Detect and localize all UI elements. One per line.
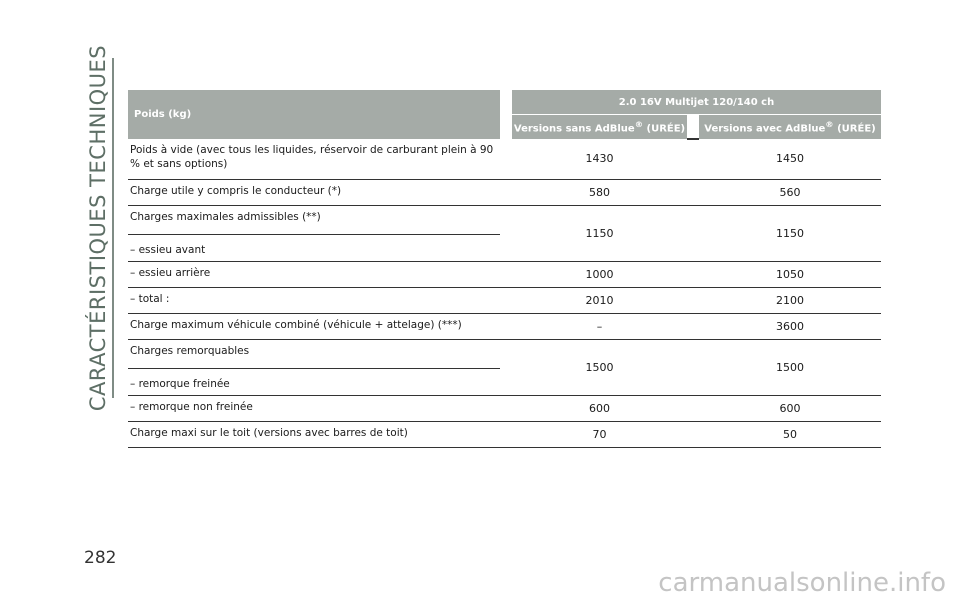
table-row xyxy=(128,139,881,179)
value-with-adblue: 50 xyxy=(699,421,881,447)
value-with-adblue: 1450 xyxy=(699,139,881,179)
row-label: Charges remorquables xyxy=(130,344,250,357)
row-divider xyxy=(128,368,500,369)
row-label: Charges maximales admissibles (**) xyxy=(130,210,321,223)
table-row xyxy=(128,205,881,261)
watermark: carmanualsonline.info xyxy=(658,568,946,598)
table-row xyxy=(128,287,881,313)
header-weights-label xyxy=(128,90,500,139)
row-label: Charge utile y compris le conducteur (*) xyxy=(128,179,500,205)
table-row xyxy=(128,339,881,395)
header-engine xyxy=(512,90,881,115)
row-label-group xyxy=(128,205,500,261)
row-divider xyxy=(128,234,500,235)
page-number: 282 xyxy=(84,548,117,568)
value-without-adblue: 1500 xyxy=(512,339,687,395)
row-label: – essieu arrière xyxy=(128,261,500,287)
header-col-without-adblue xyxy=(512,115,687,140)
row-label: Poids à vide (avec tous les liquides, réservoir de carburant plein à 90 % et sans options) xyxy=(128,139,500,179)
table-row xyxy=(128,261,881,287)
row-sublabel: – remorque freinée xyxy=(130,377,230,390)
row-label: Charge maximum véhicule combiné (véhicule + attelage) (***) xyxy=(128,313,500,339)
table-row xyxy=(128,313,881,339)
table-row xyxy=(128,395,881,421)
value-with-adblue: 1150 xyxy=(699,205,881,261)
value-without-adblue: 2010 xyxy=(512,287,687,313)
section-title-text: CARACTÉRISTIQUES TECHNIQUES xyxy=(86,44,111,412)
col-a-prefix: Versions sans AdBlue xyxy=(513,123,635,135)
section-title xyxy=(84,44,114,412)
value-with-adblue: 1050 xyxy=(699,261,881,287)
value-without-adblue: 1150 xyxy=(512,205,687,261)
value-with-adblue: 2100 xyxy=(699,287,881,313)
header-gap xyxy=(500,90,512,139)
value-without-adblue: 1000 xyxy=(512,261,687,287)
value-without-adblue: 70 xyxy=(512,421,687,447)
col-a-suffix: (URÉE) xyxy=(643,123,686,135)
header-engine-text: 2.0 16V Multijet 120/140 ch xyxy=(618,96,775,108)
weights-table xyxy=(128,90,881,448)
col-a-reg-mark: ® xyxy=(634,119,644,130)
row-label: Charge maxi sur le toit (versions avec barres de toit) xyxy=(128,421,500,447)
value-with-adblue: 560 xyxy=(699,179,881,205)
col-b-reg-mark: ® xyxy=(825,119,834,130)
header-weights-text: Poids (kg) xyxy=(134,109,192,120)
row-label: – total : xyxy=(128,287,500,313)
header-gap-2 xyxy=(687,115,699,140)
row-label-group xyxy=(128,339,500,395)
header-col-with-adblue xyxy=(699,115,881,140)
value-with-adblue: 3600 xyxy=(699,313,881,339)
value-with-adblue: 600 xyxy=(699,395,881,421)
row-label: – remorque non freinée xyxy=(128,395,500,421)
col-b-suffix: (URÉE) xyxy=(833,123,876,135)
table-row xyxy=(128,179,881,205)
value-without-adblue: – xyxy=(512,313,687,339)
table-row xyxy=(128,421,881,447)
value-without-adblue: 600 xyxy=(512,395,687,421)
value-without-adblue: 580 xyxy=(512,179,687,205)
value-without-adblue: 1430 xyxy=(512,139,687,179)
col-b-prefix: Versions avec AdBlue xyxy=(704,123,826,135)
value-with-adblue: 1500 xyxy=(699,339,881,395)
row-sublabel: – essieu avant xyxy=(130,243,206,256)
